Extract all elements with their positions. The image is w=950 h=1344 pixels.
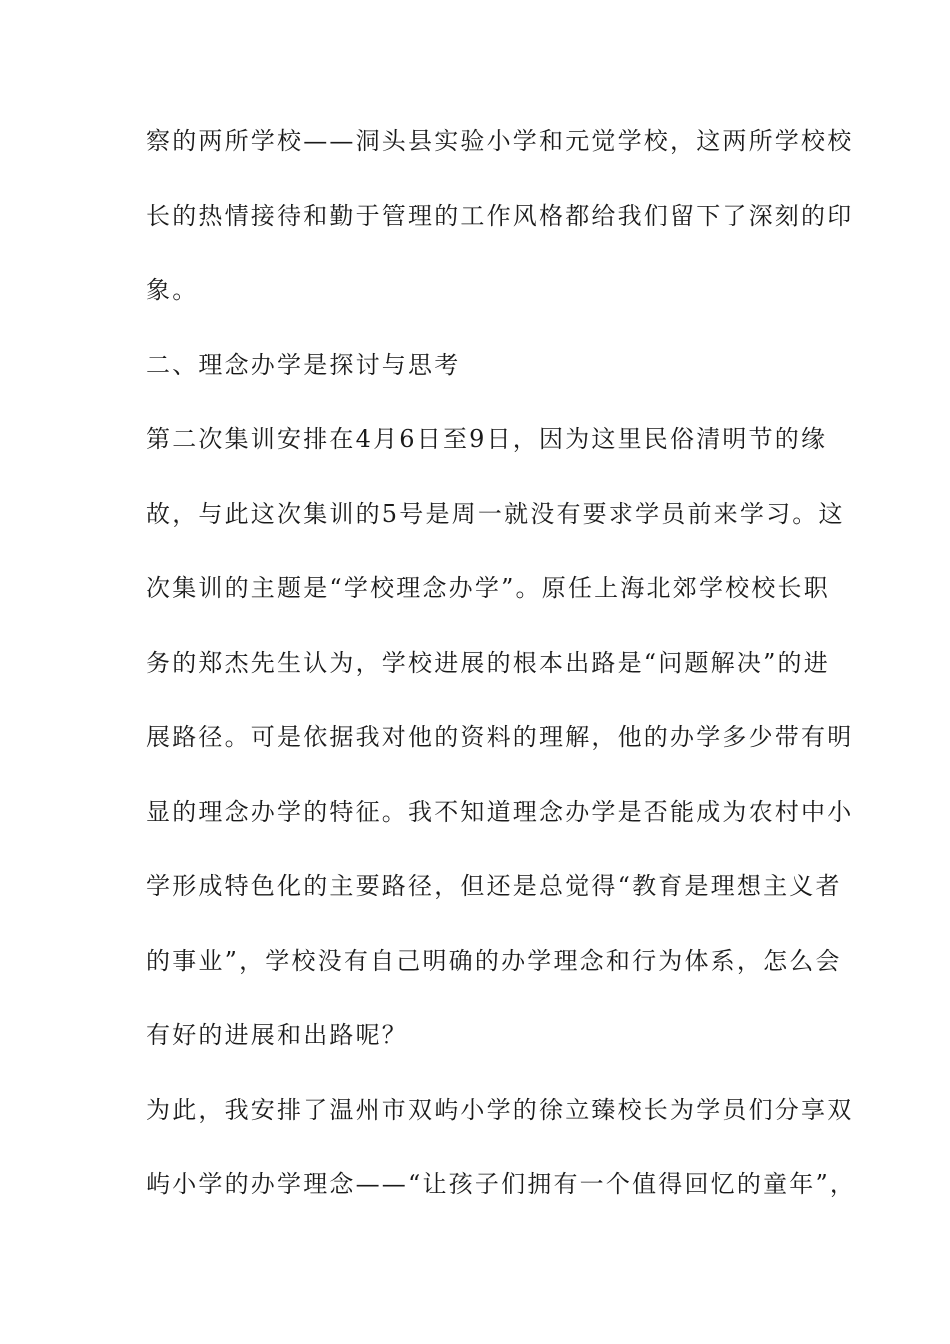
text-line: 务的郑杰先生认为，学校进展的根本出路是“问题解决”的进 [146,648,830,677]
section-heading: 二、理念办学是探讨与思考 [146,350,461,379]
text-line: 故，与此这次集训的5号是周一就没有要求学员前来学习。这 [146,499,845,528]
text-line: 第二次集训安排在4月6日至9日，因为这里民俗清明节的缘 [146,425,828,453]
text-line: 为此，我安排了温州市双屿小学的徐立臻校长为学员们分享双 [146,1095,854,1124]
text-line: 有好的进展和出路呢？ [146,1021,408,1049]
body-text [146,126,857,1244]
text-line: 次集训的主题是“学校理念办学”。原任上海北郊学校校长职 [146,574,830,602]
text-line: 察的两所学校——洞头县实验小学和元觉学校，这两所学校校 [146,127,854,155]
text-line: 象。 [146,276,199,304]
text-line: 长的热情接待和勤于管理的工作风格都给我们留下了深刻的印 [146,201,854,230]
text-line: 展路径。可是依据我对他的资料的理解，他的办学多少带有明 [146,723,854,751]
text-line: 显的理念办学的特征。我不知道理念办学是否能成为农村中小 [146,797,854,826]
text-line: 屿小学的办学理念——“让孩子们拥有一个值得回忆的童年”， [146,1170,857,1198]
text-line: 学形成特色化的主要路径，但还是总觉得“教育是理想主义者 [146,872,842,900]
text-line: 的事业”，学校没有自己明确的办学理念和行为体系，怎么会 [146,946,842,975]
